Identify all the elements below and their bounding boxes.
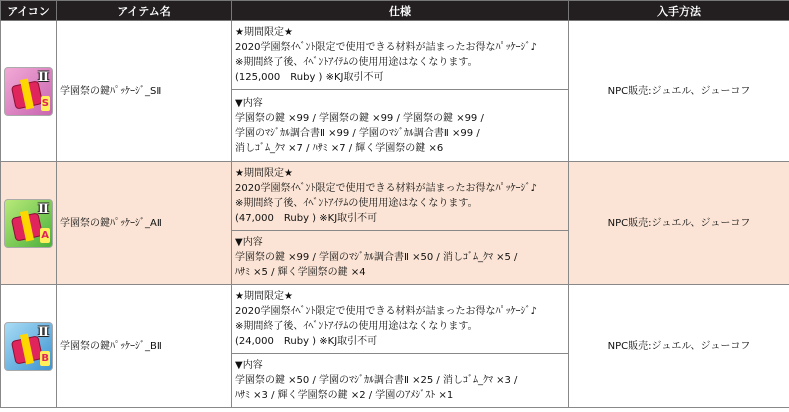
- acquisition-method: NPC販売:ジュエル、ジューコフ: [569, 285, 789, 408]
- item-name: 学園祭の鍵ﾊﾟｯｹｰｼﾞ_SⅡ: [57, 21, 232, 162]
- key-package-b-icon: Ⅱ B: [4, 322, 53, 371]
- contents-line: 学園のﾏｼﾞｶﾙ調合書Ⅱ ×99 / 学園のﾏｼﾞｶﾙ調合書Ⅱ ×99 /: [235, 127, 480, 139]
- spec-line: ★期間限定★: [235, 27, 293, 38]
- contents-heading: ▼内容: [235, 360, 263, 371]
- spec-contents: [232, 231, 569, 285]
- contents-line: ﾊｻﾐ ×5 / 輝く学園祭の鍵 ×4: [235, 267, 366, 278]
- table-row: [1, 21, 789, 90]
- spec-price: (24,000 Ruby ) ※KJ取引不可: [235, 336, 378, 347]
- contents-line: ﾊｻﾐ ×3 / 輝く学園祭の鍵 ×2 / 学園のｱﾒｼﾞｽﾄ ×1: [235, 390, 454, 401]
- header-icon: アイコン: [1, 1, 57, 21]
- header-spec: 仕様: [232, 1, 569, 21]
- key-package-a-icon: Ⅱ A: [4, 199, 53, 248]
- acquisition-method: NPC販売:ジュエル、ジューコフ: [569, 162, 789, 285]
- contents-line: 学園祭の鍵 ×50 / 学園のﾏｼﾞｶﾙ調合書Ⅱ ×25 / 消しｺﾞﾑ_ｸﾏ ×3 /: [235, 375, 518, 386]
- spec-description: [232, 162, 569, 231]
- item-name: 学園祭の鍵ﾊﾟｯｹｰｼﾞ_BⅡ: [57, 285, 232, 408]
- spec-price: (47,000 Ruby ) ※KJ取引不可: [235, 213, 378, 224]
- spec-line: 2020学園祭ｲﾍﾞﾝﾄ限定で使用できる材料が詰まったお得なﾊﾟｯｹｰｼﾞ♪: [235, 183, 537, 194]
- header-method: 入手方法: [569, 1, 789, 21]
- item-name: 学園祭の鍵ﾊﾟｯｹｰｼﾞ_AⅡ: [57, 162, 232, 285]
- acquisition-method: NPC販売:ジュエル、ジューコフ: [569, 21, 789, 162]
- contents-line: 学園祭の鍵 ×99 / 学園祭の鍵 ×99 / 学園祭の鍵 ×99 /: [235, 112, 484, 124]
- contents-heading: ▼内容: [235, 237, 263, 248]
- spec-line: 2020学園祭ｲﾍﾞﾝﾄ限定で使用できる材料が詰まったお得なﾊﾟｯｹｰｼﾞ♪: [235, 42, 537, 53]
- spec-description: [232, 285, 569, 354]
- spec-line: ※期間終了後、ｲﾍﾞﾝﾄｱｲﾃﾑの使用用途はなくなります。: [235, 198, 478, 209]
- icon-cell: [1, 21, 57, 162]
- header-row: [1, 1, 789, 21]
- spec-line: ※期間終了後、ｲﾍﾞﾝﾄｱｲﾃﾑの使用用途はなくなります。: [235, 57, 478, 68]
- contents-line: 学園祭の鍵 ×99 / 学園のﾏｼﾞｶﾙ調合書Ⅱ ×50 / 消しｺﾞﾑ_ｸﾏ ×5 /: [235, 252, 518, 263]
- spec-line: 2020学園祭ｲﾍﾞﾝﾄ限定で使用できる材料が詰まったお得なﾊﾟｯｹｰｼﾞ♪: [235, 306, 537, 317]
- contents-heading: ▼内容: [235, 97, 263, 109]
- key-package-s-icon: Ⅱ S: [4, 67, 53, 116]
- icon-cell: [1, 162, 57, 285]
- table-row: [1, 162, 789, 231]
- spec-description: [232, 21, 569, 90]
- icon-cell: [1, 285, 57, 408]
- spec-line: ★期間限定★: [235, 168, 293, 179]
- spec-contents: [232, 354, 569, 408]
- spec-contents: [232, 90, 569, 162]
- header-name: アイテム名: [57, 1, 232, 21]
- contents-line: 消しｺﾞﾑ_ｸﾏ ×7 / ﾊｻﾐ ×7 / 輝く学園祭の鍵 ×6: [235, 142, 444, 154]
- spec-line: ★期間限定★: [235, 291, 293, 302]
- spec-price: (125,000 Ruby ) ※KJ取引不可: [235, 72, 384, 83]
- spec-line: ※期間終了後、ｲﾍﾞﾝﾄｱｲﾃﾑの使用用途はなくなります。: [235, 321, 478, 332]
- table-row: [1, 285, 789, 354]
